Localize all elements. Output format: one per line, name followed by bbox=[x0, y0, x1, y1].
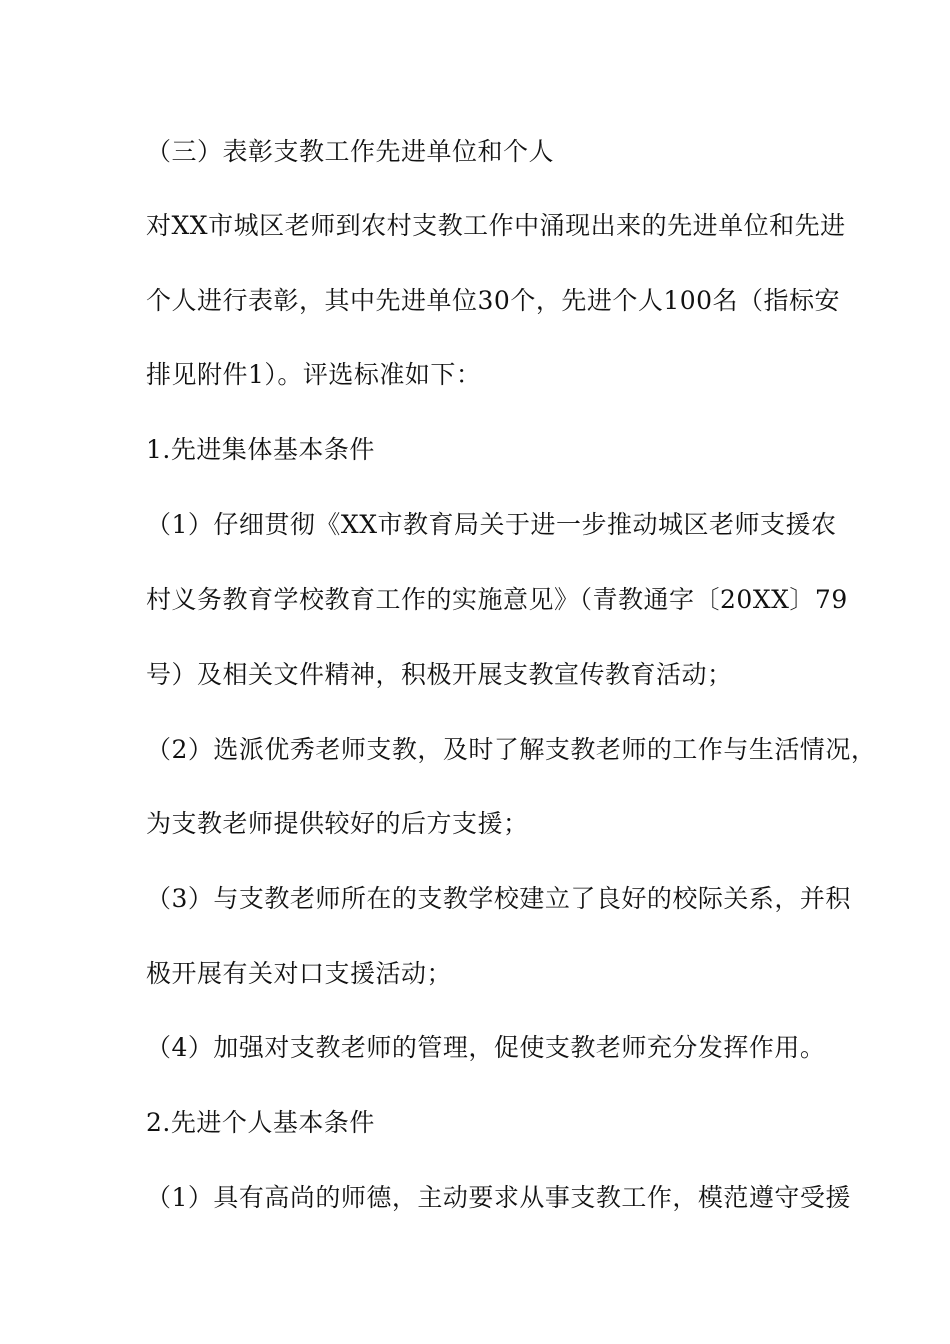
list-item-line: 号）及相关文件精神，积极开展支教宣传教育活动； bbox=[146, 660, 733, 689]
section-heading: （三）表彰支教工作先进单位和个人 bbox=[146, 137, 555, 166]
paragraph-line: 排见附件1）。评选标准如下： bbox=[146, 360, 482, 389]
paragraph-line: 个人进行表彰，其中先进单位30个，先进个人100名（指标安 bbox=[146, 286, 841, 315]
subheading: 2.先进个人基本条件 bbox=[146, 1108, 375, 1137]
subheading: 1.先进集体基本条件 bbox=[146, 435, 375, 464]
list-item-line: （2）选派优秀老师支教，及时了解支教老师的工作与生活情况， bbox=[146, 735, 877, 764]
list-item-line: 极开展有关对口支援活动； bbox=[146, 959, 453, 988]
list-item-line: （3）与支教老师所在的支教学校建立了良好的校际关系，并积 bbox=[146, 884, 851, 913]
list-item-line: （1）具有高尚的师德，主动要求从事支教工作，模范遵守受援 bbox=[146, 1183, 851, 1212]
list-item-line: （1）仔细贯彻《XX市教育局关于进一步推动城区老师支援农 bbox=[146, 510, 837, 539]
list-item-line: 村义务教育学校教育工作的实施意见》（青教通字〔20XX〕79 bbox=[146, 585, 848, 614]
list-item-line: （4）加强对支教老师的管理，促使支教老师充分发挥作用。 bbox=[146, 1033, 826, 1062]
paragraph-line: 对XX市城区老师到农村支教工作中涌现出来的先进单位和先进 bbox=[146, 211, 846, 240]
list-item-line: 为支教老师提供较好的后方支援； bbox=[146, 809, 529, 838]
